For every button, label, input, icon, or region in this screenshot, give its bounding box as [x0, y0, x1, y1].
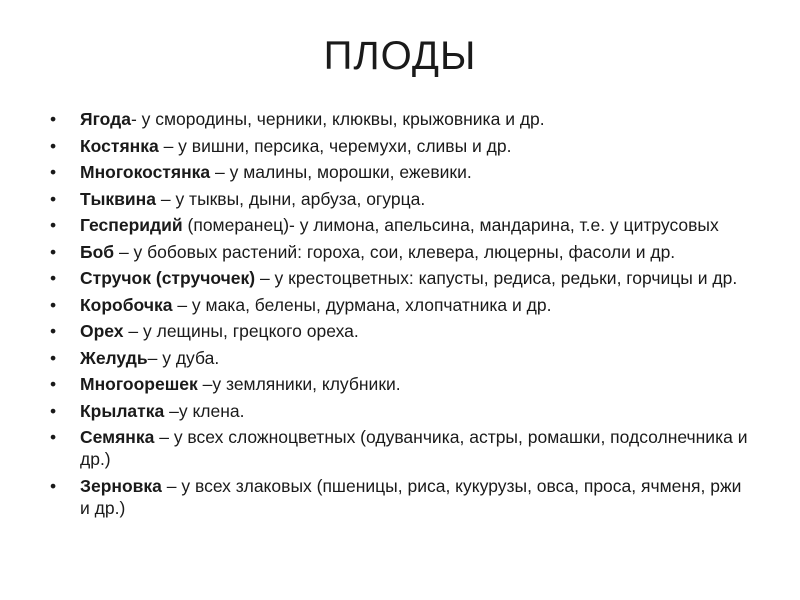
fruit-types-list — [50, 108, 750, 523]
item-description: – у вишни, персика, черемухи, сливы и др. — [158, 135, 512, 156]
item-term: Крылатка — [80, 400, 165, 421]
item-term: Гесперидий — [80, 215, 183, 235]
list-item — [50, 320, 750, 342]
item-term: Многоорешек — [80, 374, 198, 394]
list-item — [50, 241, 750, 263]
list-item — [50, 400, 750, 422]
list-item — [50, 108, 750, 130]
item-term: Коробочка — [80, 294, 173, 315]
item-term: Желудь — [80, 347, 148, 368]
item-description: – у мака, белены, дурмана, хлопчатника и др. — [172, 294, 552, 315]
item-term: Стручок (стручочек) — [80, 268, 256, 288]
list-item — [50, 294, 750, 316]
item-description: – у малины, морошки, ежевики. — [210, 162, 472, 182]
item-term: Орех — [80, 321, 124, 341]
item-term: Тыквина — [80, 188, 156, 209]
list-item — [50, 475, 750, 519]
item-description: – у тыквы, дыни, арбуза, огурца. — [155, 188, 426, 209]
item-term: Костянка — [80, 135, 159, 156]
item-term: Семянка — [80, 427, 155, 447]
list-item — [50, 135, 750, 157]
list-item — [50, 347, 750, 369]
list-item — [50, 426, 750, 470]
list-item — [50, 267, 750, 289]
item-description: (померанец)- у лимона, апельсина, мандарина, т.е. у цитрусовых — [182, 215, 719, 235]
item-description: – у крестоцветных: капусты, редиса, редьки, горчицы и др. — [255, 268, 738, 288]
item-term: Ягода — [80, 109, 131, 129]
item-term: Зерновка — [80, 475, 162, 496]
item-description: –у клена. — [164, 400, 245, 421]
slide-title: ПЛОДЫ — [323, 34, 477, 78]
item-description: – у лещины, грецкого ореха. — [123, 321, 359, 341]
list-item — [50, 214, 750, 236]
item-description: - у смородины, черники, клюквы, крыжовника и др. — [130, 109, 545, 129]
item-term: Многокостянка — [80, 162, 211, 182]
item-description: –у земляники, клубники. — [197, 374, 401, 394]
item-term: Боб — [80, 241, 115, 262]
item-description: – у всех злаковых (пшеницы, риса, кукурузы, овса, проса, ячменя, ржи и др.) — [80, 475, 742, 518]
item-description: – у дуба. — [147, 347, 220, 368]
item-description: – у бобовых растений: гороха, сои, клевера, люцерны, фасоли и др. — [114, 241, 676, 262]
item-description: – у всех сложноцветных (одуванчика, астры, ромашки, подсолнечника и др.) — [80, 427, 748, 469]
list-item — [50, 161, 750, 183]
list-item — [50, 188, 750, 210]
list-item — [50, 373, 750, 395]
